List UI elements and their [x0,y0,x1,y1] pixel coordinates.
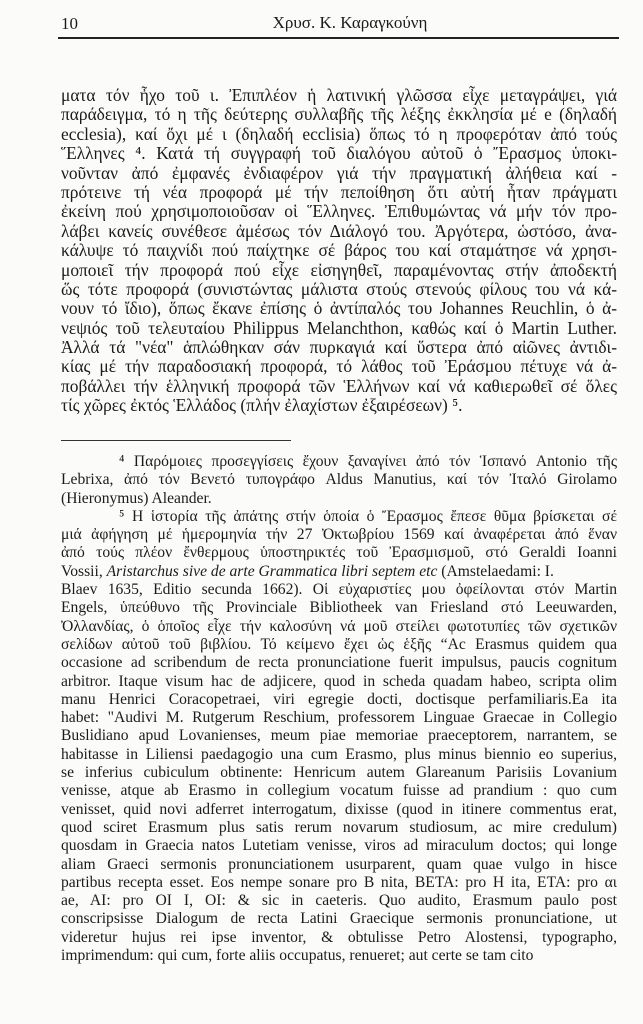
footnote-line: aliam Graeci sermonis pronunciationem usurparent, quam quae vulgo in hisce [61,855,617,873]
text-line: νεψιός τοῦ τελευταίου Philippus Melanchthon, καθώς καί ὁ Martin Luther. [61,317,617,338]
footnote-line: quod sciret Erasmum plus satis rerum novarum studiosum, ac mire credulum) [61,818,617,836]
text-line: ματα τόν ἦχο τοῦ ι. Ἐπιπλέον ἡ λατινική γλῶσσα εἶχε μεταγράψει, γιά [61,85,617,105]
footnote-line: ae, AI: pro OI I, OI: & sic in caeteris. Quo audito, Erasmum paulo post [61,892,617,910]
text-line: νουν τό ἴδιο), ὅπως ἔκανε ἐπίσης ὁ ἀντίπαλός του Johannes Reuchlin, ὁ ἀ- [61,298,617,319]
footnote-line: manu Henrici Coracopetraei, viri egregie docti, doctisque perfamiliaris.Ea ita [61,690,617,708]
footnote-line: venisset, quid novi adferret interrogatum, dixisse (quod in itinere commentus erat, [61,800,617,818]
text-line: ποβάλλει τήν ἑλληνική προφορά τῶν Ἑλλήνων καί νά καθιερωθεῖ σέ ὅλες [61,375,617,396]
footnote-line: (Hieronymus) Aleander. [61,489,212,507]
footnote-line: conscripsisse Dialogum de recta Latini Graecique sermonis pronunciatione, ut [61,910,617,928]
text-line: τίς χῶρες ἐκτός Ἑλλάδος (πλήν ἐλαχίστων ἐξαιρέσεων) ⁵. [61,395,463,416]
footnote-line: Lebrixa, ἀπό τόν Βενετό τυπογράφο Aldus Manutius, καί τόν Ἰταλό Girolamo [61,471,617,489]
footnote-line: occasione ad scribendum de recta pronunciatione fuerit impulsus, paucis cognitum [61,654,617,672]
book-title-italic: Aristarchus sive de arte Grammatica libri septem etc [106,562,438,580]
footnote-line: videretur hujus rei ipse inventor, & obtulisse Petro Alostensi, typographo, [61,928,617,946]
footnote-line: arbitror. Itaque visum hac de adjicere, quod in scheda quadam habeo, scripta olim [61,672,617,690]
footnote-line: venisse, atque ab Erasmo in collegium vocatum fuisse ad prandium : quo cum [61,782,617,800]
footnote-separator [61,440,291,441]
footnote-start-line: ⁴ Παρόμοιες προσεγγίσεις ἔχουν ξαναγίνει ἀπό τόν Ἱσπανό Antonio τῆς [119,453,617,470]
footnote-line: habitasse in Liliensi paedagogio una cum Erasmo, plus minus biennio eo superius, [61,745,617,763]
running-title: Χρυσ. Κ. Καραγκούνη [272,13,428,32]
footnote-text: (Amstelaedami: I. [437,562,554,580]
text-line: νοῦνταν ἀπό ἐμφανές ἐνδιαφέρον γιά τήν πραγματική ἀλήθεια καί - [61,162,617,183]
text-line: πρότεινε τή νέα προφορά μέ τήν πεποίθηση ὅτι αὐτή ἦταν πράγματι [61,181,617,202]
text-line: ὥς τότε προφορά (συνιστώντας μάλιστα στούς στενούς φίλους του νά κά- [61,278,617,299]
footnote-line: ἀπό τούς πλέον ἔνθερμους ὑποστηρικτές τοῦ Ἐρασμισμοῦ, στό Geraldi Ioanni [61,544,617,562]
text-line: κάλυψε τό παιχνίδι πού παίχτηκε σέ βάρος του καί σταμάτησε νά χρησι- [61,240,617,261]
text-line: Ἕλληνες ⁴. Κατά τή συγγραφή τοῦ διαλόγου αὐτοῦ ὁ Ἔρασμος ὑποκι- [61,143,617,164]
footnote-line: σελίδων αὐτοῦ τοῦ βιβλίου. Τό κείμενο ἔχει ὡς ἑξῆς “Ac Erasmus quidem qua [61,635,617,653]
text-line: παράδειγμα, τό η τῆς δεύτερης συλλαβῆς τῆς λέξης ἐκκλησία μέ e (δηλαδή [61,104,617,125]
footnote-line: Blaev 1635, Editio secunda 1662). Οἱ εὐχαριστίες μου ὀφείλονται στόν Martin [61,581,617,599]
footnote-line: Engels, ὑπεύθυνο τῆς Provinciale Bibliotheek van Friesland στό Leeuwarden, [61,599,617,617]
footnote-line: partibus recepta esset. Eos nempe sonare pro B nita, BETA: pro H ita, ETA: pro αι [61,873,617,891]
main-text [61,86,617,416]
text-line: μοποιεῖ τήν προφορά πού εἶχε εἰσηγηθεῖ, παραμένοντας στήν ἀποδεκτή [61,259,617,280]
footnote-line [61,563,617,581]
footnote-line: Buslidiano apud Lovanienses, meum piae memoriae praeceptorem, narrantem, se [61,727,617,745]
page-number: 10 [61,14,78,33]
footnote-text: Vossii, [61,562,107,580]
footnotes [61,453,617,965]
text-line: Ἀλλά τά "νέα" ἁπλώθηκαν σάν πυρκαγιά καί ὕστερα ἀπό αἰῶνες ἀντιδι- [61,337,617,358]
text-line: κίας μέ τήν παραδοσιακή προφορά, τό λάθος τοῦ Ἐράσμου πέτυχε νά ἀ- [61,356,617,377]
text-line: ecclesia), καί ὄχι μέ ι (δηλαδή ecclisia) ὅπως τό η προφερόταν ἀπό τούς [61,123,617,144]
header-rule [58,37,619,39]
text-line: ἐκείνη πού χρησιμοποιοῦσαν οἱ Ἕλληνες. Ἐπιθυμώντας νά μήν τόν προ- [61,201,617,222]
footnote-line: habet: "Audivi M. Rutgerum Reschium, professorem Linguae Graecae in Collegio [61,709,617,727]
footnote-line: se inferius cubiculum obtinente: Henricum autem Glareanum Parisiis Lovanium [61,764,617,782]
footnote-line: imprimendum: qui cum, forte aliis occupatus, renueret; aut certe se tam cito [61,947,534,965]
footnote-start-line: ⁵ Η ἱστορία τῆς ἀπάτης στήν ὁποία ὁ Ἔρασμος ἔπεσε θῦμα βρίσκεται σέ [119,507,617,525]
text-line: λάβει κανείς συνέθεσε ἀμέσως τόν Διάλογό του. Ἀργότερα, ὡστόσο, ἀνα- [61,220,617,241]
footnote-line: quosdam in Graecia natos Lutetiam venisse, viros ad miraculum doctos; qui longe [61,837,617,855]
footnote-line: μιά ἀφήγηση μέ ἡμερομηνία τήν 27 Ὀκτωβρίου 1569 καί ἀναφέρεται ἀπό ἕναν [61,526,617,544]
footnote-line: Ὀλλανδίας, ὁ ὁποῖος εἶχε τήν καλοσύνη νά μοῦ στείλει φωτοτυπίες τῶν σχετικῶν [61,617,617,635]
